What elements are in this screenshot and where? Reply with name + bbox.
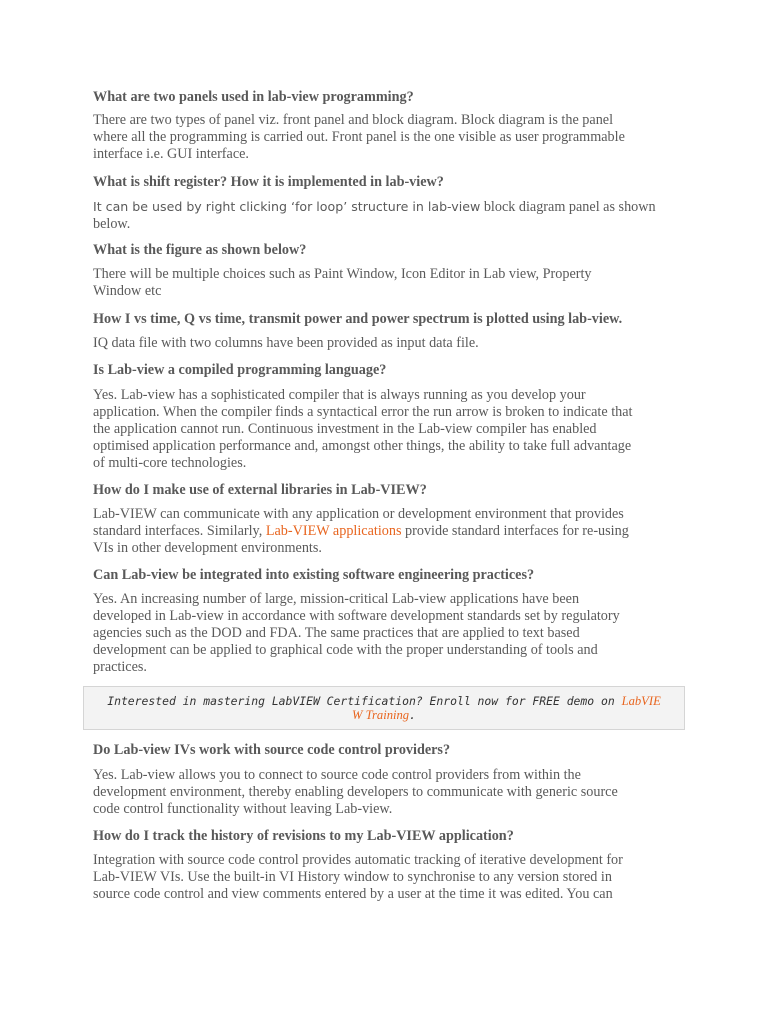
answer-line: optimised application performance and, amongst other things, the ability to take full advantage: [93, 438, 632, 454]
answer-line: VIs in other development environments.: [93, 540, 322, 556]
answer-line: [93, 198, 675, 216]
answer-line: Lab-VIEW VIs. Use the built-in VI History window to synchronise to any version stored in: [93, 869, 612, 885]
answer-line: Yes. An increasing number of large, mission-critical Lab-view applications have been: [93, 591, 580, 607]
labview-training-link[interactable]: LabVIE: [621, 694, 661, 708]
answer-block: [93, 591, 675, 676]
answer-line: There will be multiple choices such as Paint Window, Icon Editor in Lab view, Property: [93, 266, 592, 282]
answer-line: IQ data file with two columns have been provided as input data file.: [93, 335, 479, 351]
answer-line: There are two types of panel viz. front panel and block diagram. Block diagram is the panel: [93, 112, 614, 128]
answer-line: source code control and view comments entered by a user at the time it was edited. You can: [93, 886, 613, 902]
answer-block: [93, 387, 675, 472]
answer-line: code control functionality without leaving Lab-view.: [93, 801, 393, 817]
answer-line: the application cannot run. Continuous investment in the Lab-view compiler has enabled: [93, 421, 597, 437]
answer-line: Lab-VIEW can communicate with any application or development environment that provides: [93, 506, 624, 522]
answer-block: [93, 506, 675, 557]
answer-line: development can be applied to graphical code with the proper understanding of tools and: [93, 642, 598, 658]
answer-line: practices.: [93, 659, 147, 675]
qa-section-software-engineering: [93, 566, 675, 584]
qa-section-source-control: [93, 741, 675, 759]
answer-line: where all the programming is carried out. Front panel is the one visible as user programmable: [93, 129, 625, 145]
qa-section-figure: [93, 241, 675, 259]
answer-block: [93, 335, 675, 352]
answer-line: below.: [93, 216, 131, 232]
callout-end: .: [409, 708, 416, 722]
answer-line: of multi-core technologies.: [93, 455, 247, 471]
answer-block: [93, 767, 675, 818]
callout-text: Interested in mastering LabVIEW Certification? Enroll now for FREE demo on: [107, 694, 622, 708]
question-heading: How I vs time, Q vs time, transmit power and power spectrum is plotted using lab-view.: [93, 311, 623, 327]
qa-section-external-libraries: [93, 481, 675, 499]
answer-text: provide standard interfaces for re-using: [401, 523, 629, 539]
answer-line: [93, 523, 675, 540]
question-heading: What are two panels used in lab-view programming?: [93, 89, 414, 105]
qa-section-panels: [93, 88, 675, 106]
labview-applications-link[interactable]: Lab-VIEW applications: [265, 523, 402, 539]
question-heading: Can Lab-view be integrated into existing software engineering practices?: [93, 567, 535, 583]
answer-line: Yes. Lab-view has a sophisticated compiler that is always running as you develop your: [93, 387, 586, 403]
question-heading: What is the figure as shown below?: [93, 242, 307, 258]
answer-block: [93, 852, 675, 903]
answer-text: block diagram panel as shown: [480, 199, 656, 215]
question-heading: How do I make use of external libraries in Lab-VIEW?: [93, 482, 427, 498]
answer-text: standard interfaces. Similarly,: [93, 523, 266, 539]
question-heading: Do Lab-view IVs work with source code control providers?: [93, 742, 451, 758]
question-heading: How do I track the history of revisions to my Lab-VIEW application?: [93, 828, 514, 844]
qa-section-revision-history: [93, 827, 675, 845]
answer-line: application. When the compiler finds a syntactical error the run arrow is broken to indicate that: [93, 404, 633, 420]
answer-line: Yes. Lab-view allows you to connect to source code control providers from within the: [93, 767, 581, 783]
answer-block: [93, 198, 675, 233]
answer-line: development environment, thereby enabling developers to communicate with generic source: [93, 784, 618, 800]
answer-block: [93, 266, 675, 300]
answer-line: interface i.e. GUI interface.: [93, 146, 249, 162]
answer-line: Window etc: [93, 283, 162, 299]
answer-line: agencies such as the DOD and FDA. The same practices that are applied to text based: [93, 625, 580, 641]
answer-line: Integration with source code control provides automatic tracking of iterative development for: [93, 852, 623, 868]
qa-section-plotting: [93, 310, 675, 328]
question-heading: Is Lab-view a compiled programming language?: [93, 362, 387, 378]
labview-training-link-continued[interactable]: W Training: [352, 708, 410, 722]
certification-callout: [83, 686, 685, 730]
question-heading: What is shift register? How it is implemented in lab-view?: [93, 174, 444, 190]
answer-sans-text: It can be used by right clicking ‘for loop’ structure in lab-view: [93, 199, 481, 214]
qa-section-compiled: [93, 361, 675, 379]
answer-block: [93, 112, 675, 163]
answer-line: developed in Lab-view in accordance with software development standards set by regulatory: [93, 608, 620, 624]
qa-section-shift-register: [93, 173, 675, 191]
